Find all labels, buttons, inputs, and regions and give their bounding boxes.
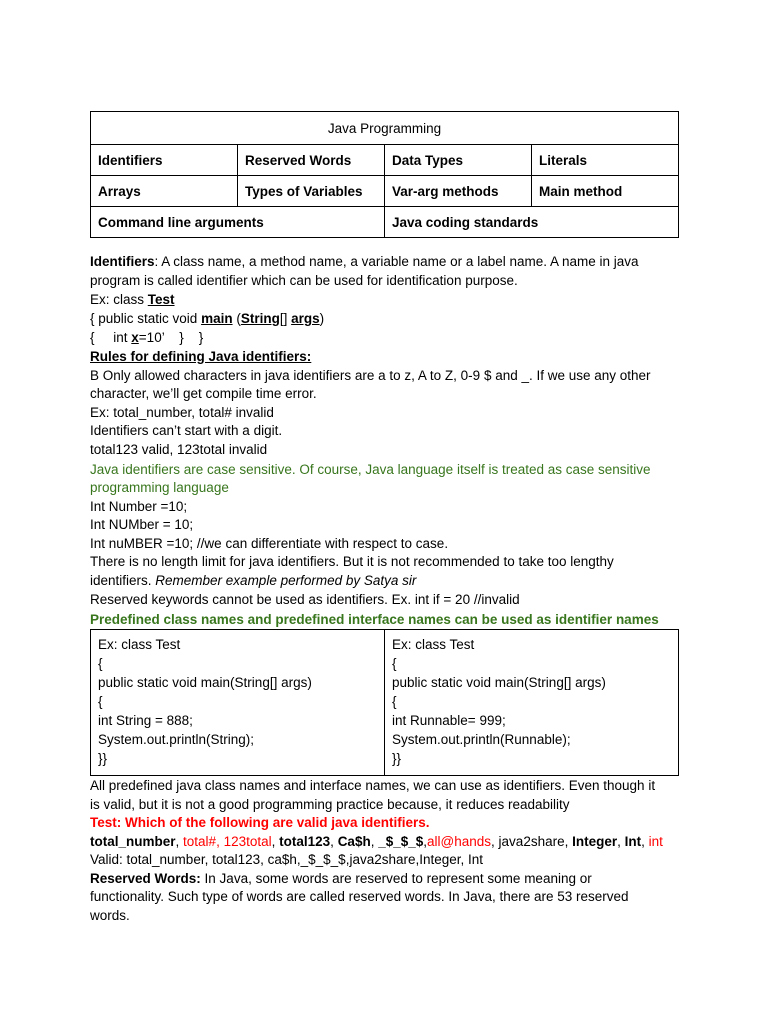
- table-row: [91, 207, 679, 238]
- test-token: total_number: [90, 834, 176, 849]
- topics-table: [90, 111, 679, 238]
- rules-line: Ex: total_number, total# invalid: [90, 405, 274, 420]
- table-row: [91, 630, 679, 776]
- example-code-line: public static void main(String[] args): [392, 675, 606, 690]
- case-example-line: Int Number =10;: [90, 499, 188, 514]
- example-code-line: System.out.println(String);: [98, 732, 255, 747]
- intro-text: : A class name, a method name, a variable name or a label name. A name in java: [154, 254, 639, 269]
- test-token: total123: [279, 834, 331, 849]
- code-line-3: [90, 329, 203, 347]
- case-example-line: Int nuMBER =10; //we can differentiate with respect to case.: [90, 536, 449, 551]
- code-line-1: [90, 291, 175, 309]
- example-code-line: {: [98, 694, 103, 709]
- rules-line: total123 valid, 123total invalid: [90, 442, 268, 457]
- code-keyword: args: [291, 311, 320, 326]
- test-token: ,: [330, 834, 338, 849]
- test-token: int: [648, 834, 663, 849]
- table-cell: Reserved Words: [238, 145, 385, 176]
- predefined-heading: Predefined class names and predefined interface names can be used as identifier names: [90, 612, 659, 627]
- test-token: _$_$_$: [378, 834, 424, 849]
- test-token: ,: [175, 834, 184, 849]
- code-line-2: [90, 310, 324, 328]
- test-token: , java2share,: [491, 834, 573, 849]
- reserved-words-line-1: [90, 870, 592, 888]
- reserved-keywords-line: Reserved keywords cannot be used as identifiers. Ex. int if = 20 //invalid: [90, 592, 520, 607]
- example-code-line: {: [392, 694, 397, 709]
- table-cell: Types of Variables: [238, 176, 385, 207]
- table-cell: Data Types: [385, 145, 532, 176]
- example-code-line: Ex: class Test: [98, 637, 181, 652]
- code-text: =10’ } }: [138, 330, 204, 345]
- test-token: all@hands: [427, 834, 492, 849]
- table-cell: Identifiers: [91, 145, 238, 176]
- reserved-words-line-2: functionality. Such type of words are called reserved words. In Java, there are 53 reserved: [90, 889, 629, 904]
- test-token: Int: [624, 834, 642, 849]
- test-token: total#: [183, 834, 217, 849]
- test-token: ,: [641, 834, 649, 849]
- table-row: [91, 145, 679, 176]
- reserved-words-line-3: words.: [90, 908, 130, 923]
- example-code-line: System.out.println(Runnable);: [392, 732, 571, 747]
- code-text: []: [279, 311, 292, 326]
- test-token: ,: [370, 834, 379, 849]
- example-code-line: {: [98, 656, 103, 671]
- rules-line: Identifiers can’t start with a digit.: [90, 423, 283, 438]
- case-note-line: Java identifiers are case sensitive. Of course, Java language itself is treated as case sensitive: [90, 462, 651, 477]
- examples-table: [90, 629, 679, 776]
- readability-line: All predefined java class names and interface names, we can use as identifiers. Even though it: [90, 778, 656, 793]
- case-note-line: programming language: [90, 480, 229, 495]
- code-text: Ex: class: [90, 292, 148, 307]
- rules-line: character, we’ll get compile time error.: [90, 386, 317, 401]
- test-options-line: [90, 833, 663, 851]
- test-token: ,: [423, 834, 428, 849]
- case-example-line: Int NUMber = 10;: [90, 517, 194, 532]
- code-keyword: x: [131, 330, 139, 345]
- rules-line: B Only allowed characters in java identifiers are a to z, A to Z, 0-9 $ and _. If we use any other: [90, 368, 651, 383]
- example-code-line: {: [392, 656, 397, 671]
- table-cell: Literals: [532, 145, 679, 176]
- identifiers-term: Identifiers: [90, 254, 155, 269]
- example-code-line: public static void main(String[] args): [98, 675, 312, 690]
- valid-answer-line: Valid: total_number, total123, ca$h,_$_$_$,java2share,Integer, Int: [90, 852, 484, 867]
- table-cell: Command line arguments: [91, 207, 385, 238]
- test-token: ,: [271, 834, 280, 849]
- table-row: [91, 176, 679, 207]
- test-token: ,: [216, 834, 224, 849]
- example-code-line: }}: [392, 751, 402, 766]
- readability-line: is valid, but it is not a good programming practice because, it reduces readability: [90, 797, 570, 812]
- table-cell: Arrays: [91, 176, 238, 207]
- rules-heading: Rules for defining Java identifiers:: [90, 349, 312, 364]
- code-text: (: [232, 311, 241, 326]
- topics-table-title: Java Programming: [91, 112, 679, 145]
- code-keyword: Test: [147, 292, 175, 307]
- length-text: identifiers.: [90, 573, 156, 588]
- code-keyword: String: [240, 311, 280, 326]
- example-cell-left: [91, 630, 385, 776]
- code-keyword: main: [201, 311, 233, 326]
- code-text: { public static void: [90, 311, 202, 326]
- test-heading: Test: Which of the following are valid java identifiers.: [90, 815, 430, 830]
- test-token: 123total: [223, 834, 272, 849]
- intro-line-1: [90, 253, 639, 271]
- table-cell: Java coding standards: [385, 207, 679, 238]
- example-code-line: }}: [98, 751, 108, 766]
- length-italic-note: Remember example performed by Satya sir: [155, 573, 417, 588]
- intro-line-2: program is called identifier which can be used for identification purpose.: [90, 273, 518, 288]
- test-token: Integer: [572, 834, 618, 849]
- code-text: ): [319, 311, 325, 326]
- reserved-words-text: In Java, some words are reserved to represent some meaning or: [200, 871, 592, 886]
- example-cell-right: [385, 630, 679, 776]
- table-cell: Main method: [532, 176, 679, 207]
- reserved-words-term: Reserved Words:: [90, 871, 201, 886]
- example-code-line: int Runnable= 999;: [392, 713, 506, 728]
- code-text: { int: [90, 330, 132, 345]
- case-example-line: There is no length limit for java identifiers. But it is not recommended to take too lengthy: [90, 554, 614, 569]
- test-token: Ca$h: [337, 834, 371, 849]
- table-cell: Var-arg methods: [385, 176, 532, 207]
- table-row: [91, 112, 679, 145]
- example-code-line: int String = 888;: [98, 713, 193, 728]
- length-line: [90, 572, 416, 590]
- test-token: ,: [617, 834, 625, 849]
- example-code-line: Ex: class Test: [392, 637, 475, 652]
